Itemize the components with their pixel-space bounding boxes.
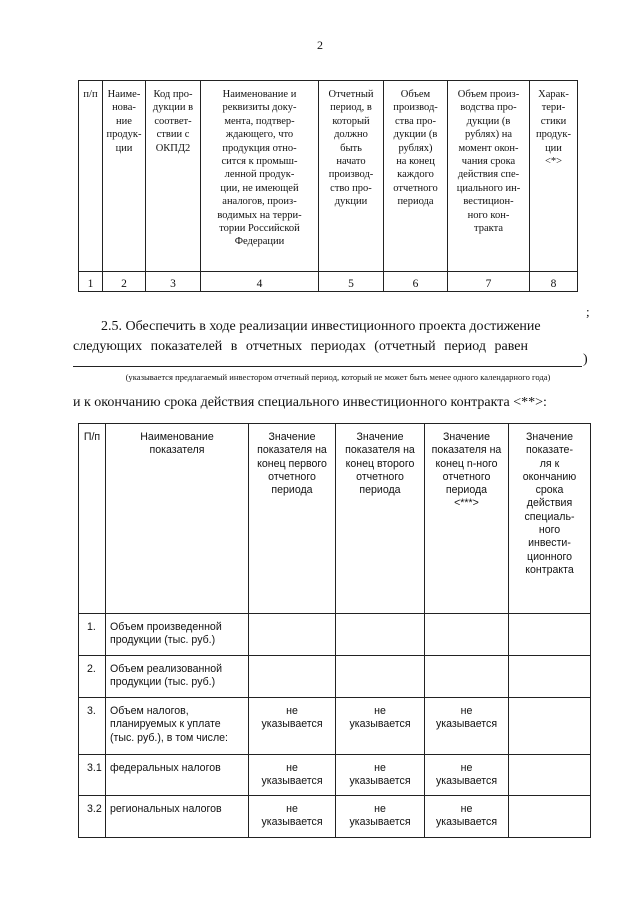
text-line: ние [116,115,132,127]
table-row [79,755,591,796]
text-line: ции [115,142,133,154]
column-number: 3 [146,272,201,292]
text-line: который [332,115,370,127]
text-line: ного кон- [467,209,510,221]
text-line: тракта [474,223,503,235]
text-line: показателя [149,444,205,457]
text-line: ля к [539,457,560,470]
text-line: период, в [330,102,372,114]
text-line: быть [340,142,362,154]
text-line: дукции (в [393,129,438,141]
value-cell [249,656,336,698]
table-row [79,614,591,656]
text-line: не [460,762,473,774]
row-indicator-name [106,796,249,838]
row-number: 2. [79,656,106,698]
header-cell-nth-period [425,424,509,614]
text-line: Значение [268,431,316,443]
text-line: Объем произведенной [110,621,222,633]
text-line: не [374,762,386,774]
value-cell [336,755,425,796]
text-line: не [286,803,298,815]
text-line: начато [336,156,366,168]
text-line: ство про- [330,182,372,194]
column-number: 1 [79,272,103,292]
text-line: рублях) [398,142,433,154]
paragraph-line-1: 2.5. Обеспечить в ходе реализации инвестиционного проекта достижение [101,319,541,334]
text-line: указывается [435,816,498,829]
text-line: нова- [112,102,136,114]
value-cell [509,614,591,656]
text-line: водства про- [460,102,517,114]
text-line: чания срока [461,156,516,168]
column-number: 2 [103,272,146,292]
text-line: Значение [356,431,404,443]
row-indicator-name [106,656,249,698]
text-line: дукции (в [466,115,511,127]
indicators-header-row [79,424,591,614]
text-line: отчетного [356,470,404,483]
text-line: не [374,803,386,815]
footnote-hint: (указывается предлагаемый инвестором отчетный период, который не может быть менее одного календарного года) [125,372,551,382]
products-table [78,80,578,292]
column-number: 5 [319,272,384,292]
text-line: указывается [349,816,411,829]
text-line: Объем реализованной [110,663,223,675]
value-cell [509,755,591,796]
text-line: конец n-ного [435,457,498,470]
row-number: 3.1 [79,755,106,796]
column-number: 4 [201,272,319,292]
row-number: 1. [79,614,106,656]
table-row [79,796,591,838]
header-cell-okpd2-code [146,81,201,272]
text-line: Федерации [234,236,285,248]
text-line: тери- [541,102,566,114]
text-line: конец первого [257,457,327,470]
value-cell [249,698,336,755]
header-cell-volume-at-contract-end [448,81,530,272]
text-line: ждающего, что [225,129,294,141]
text-line: показателя на [345,444,415,457]
row-indicator-name [106,614,249,656]
page-number: 2 [317,38,323,52]
paragraph-line-2: следующих показателей в отчетных периодах (отчетный период равен [73,339,528,354]
text-line: П/п [83,431,101,443]
text-line: продук- [535,129,571,141]
text-line: Наименование и [222,89,297,100]
text-line: срока [535,484,564,497]
row-indicator-name [106,755,249,796]
text-line: момент окон- [458,142,519,154]
text-line: Код про- [153,89,193,100]
text-line: ционного [527,550,572,563]
text-line: Объем произ- [457,89,520,100]
header-cell-num [79,424,106,614]
text-line: ции, не имеющей [220,182,299,194]
text-line: <***> [454,497,479,510]
value-cell [336,656,425,698]
text-line: не [460,803,473,815]
text-line: периода [445,484,488,497]
value-cell [425,698,509,755]
row-indicator-name [106,698,249,755]
text-line: продукция отно- [222,142,297,154]
text-line: продукции (тыс. руб.) [110,634,216,647]
text-line: показателя на [431,444,502,457]
header-cell-second-period [336,424,425,614]
text-line: ленной продук- [224,169,295,181]
row-number: 3. [79,698,106,755]
text-line: соответ- [154,115,192,127]
text-line: инвести- [528,537,571,550]
text-line: аналогов, произ- [222,196,297,208]
text-line: дукции в [152,102,194,114]
value-cell [249,796,336,838]
products-table-numbers-row [79,272,578,292]
text-line: не [286,762,298,774]
text-line: продук- [106,129,142,141]
text-line: Харак- [538,89,569,100]
value-cell [509,656,591,698]
column-number: 8 [530,272,578,292]
text-line: действия [526,497,573,510]
fill-in-line [73,366,582,367]
text-line: циального ин- [456,182,521,194]
header-cell-characteristics [530,81,578,272]
text-line: конец второго [345,457,415,470]
value-cell [425,796,509,838]
text-line: стики [540,115,567,127]
row-number: 3.2 [79,796,106,838]
value-cell [425,614,509,656]
header-cell-document [201,81,319,272]
text-line: п/п [83,89,98,100]
text-line: вестицион- [463,196,514,208]
header-cell-production-volume [384,81,448,272]
text-line: ции [545,142,562,154]
column-number: 7 [448,272,530,292]
text-line: Наиме- [107,89,141,100]
value-cell [425,656,509,698]
text-line: указывается [349,718,411,731]
text-line: тории Российской [219,223,300,235]
text-line: <*> [544,156,563,168]
indicators-table [78,423,591,838]
column-number: 6 [384,272,448,292]
text-line: производ- [393,102,438,114]
header-cell-num [79,81,103,272]
text-line: рублях) на [464,129,513,141]
text-line: не [374,705,386,717]
value-cell [249,755,336,796]
value-cell [336,796,425,838]
value-cell [509,698,591,755]
semicolon: ; [586,304,590,319]
text-line: реквизиты доку- [222,102,297,114]
text-line: производ- [328,169,374,181]
text-line: отчетного [442,470,491,483]
text-line: ОКПД2 [155,142,191,154]
closing-parenthesis: ) [583,352,588,367]
header-cell-reporting-period [319,81,384,272]
text-line: должно [334,129,368,141]
text-line: указывается [435,718,498,731]
text-line: мента, подтвер- [224,115,295,127]
text-line: показате- [526,444,573,457]
text-line: отчетного [393,182,438,194]
table-row [79,698,591,755]
text-line: указывается [261,816,323,829]
text-line: сится к промыш- [221,156,298,168]
text-line: планируемых к уплате [110,718,221,731]
text-line: Значение [526,431,573,443]
text-line: дукции [334,196,368,208]
text-line: отчетного [268,470,316,483]
text-line: (тыс. руб.), в том числе: [110,731,228,744]
text-line: не [460,705,473,717]
text-line: каждого [397,169,434,181]
text-line: указывается [261,718,323,731]
text-line: Объем [400,89,431,100]
text-line: региональных налогов [110,803,222,815]
text-line: действия спе- [457,169,520,181]
text-line: Объем налогов, [110,705,189,717]
text-line: ного [538,524,561,537]
value-cell [249,614,336,656]
header-cell-product-name [103,81,146,272]
value-cell [425,755,509,796]
text-line: не [286,705,298,717]
text-line: периода [359,484,401,497]
text-line: показателя на [257,444,327,457]
text-line: ствии с [156,129,190,141]
text-line: специаль- [524,510,575,523]
text-line: Наименование [140,431,214,443]
text-line: Значение [443,431,490,443]
text-line: Отчетный [328,89,374,100]
text-line: на конец [396,156,435,168]
header-cell-first-period [249,424,336,614]
text-line: окончанию [522,470,577,483]
text-line: периода [397,196,434,208]
text-line: указывается [261,775,323,788]
value-cell [509,796,591,838]
text-line: указывается [349,775,411,788]
products-table-header-row [79,81,578,272]
text-line: федеральных налогов [110,762,221,774]
table-row [79,656,591,698]
paragraph-line-3: и к окончанию срока действия специального инвестиционного контракта <**>: [73,395,547,410]
value-cell [336,614,425,656]
text-line: контракта [525,563,574,576]
text-line: продукции (тыс. руб.) [110,676,216,689]
header-cell-indicator-name [106,424,249,614]
text-line: ства про- [395,115,436,127]
value-cell [336,698,425,755]
text-line: периода [271,484,313,497]
header-cell-contract-end [509,424,591,614]
text-line: водимых на терри- [217,209,302,221]
text-line: указывается [435,775,498,788]
